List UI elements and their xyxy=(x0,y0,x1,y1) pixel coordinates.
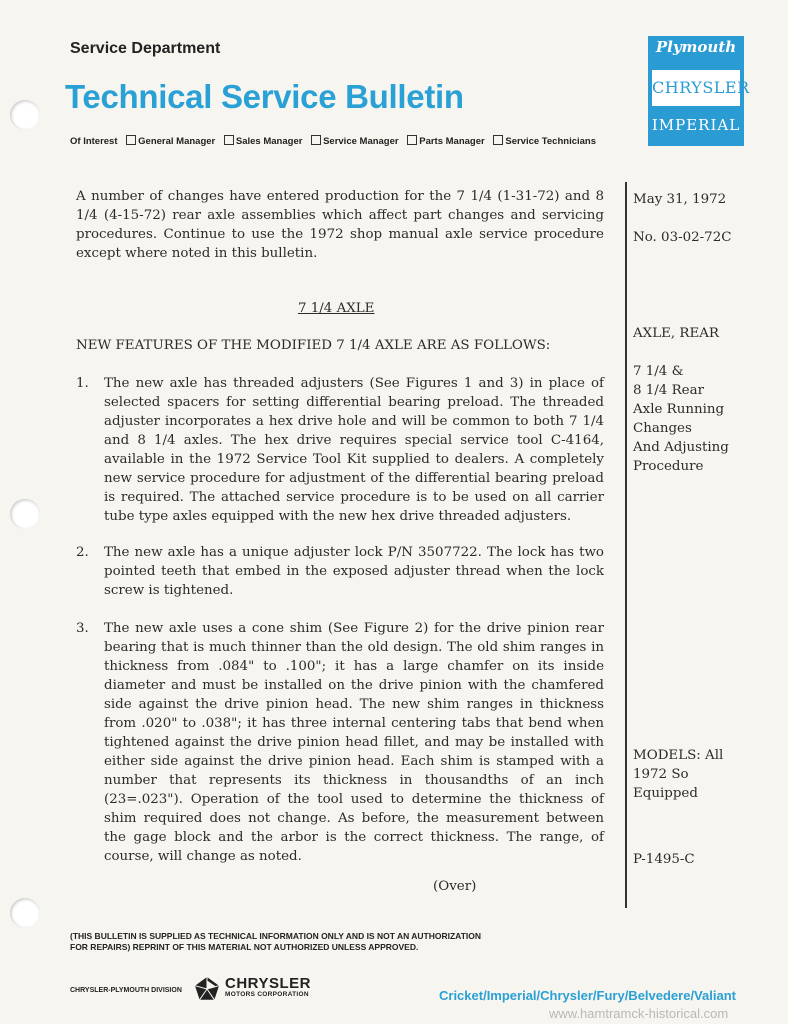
binder-hole-top xyxy=(10,100,40,130)
checkbox-sales-manager xyxy=(224,135,234,145)
interest-label: Of Interest xyxy=(70,136,118,147)
bulletin-models xyxy=(633,746,723,803)
checkbox-service-technicians xyxy=(493,135,503,145)
interest-option: Parts Manager xyxy=(419,136,485,147)
bulletin-number: No. 03-02-72C xyxy=(633,230,732,245)
interest-option: Sales Manager xyxy=(235,136,303,147)
topic-line: Procedure xyxy=(633,459,704,474)
item-text: The new axle has a unique adjuster lock P/N 3507722. The lock has two pointed teeth that embed in the exposed adjuster thread when the lock screw is tightened. xyxy=(104,545,604,598)
division-label: CHRYSLER-PLYMOUTH DIVISION xyxy=(70,987,182,994)
models-line: Equipped xyxy=(633,786,698,801)
checkbox-parts-manager xyxy=(407,135,417,145)
corp-name: CHRYSLER xyxy=(225,975,311,992)
form-number: P-1495-C xyxy=(633,852,695,867)
item-text: The new axle has threaded adjusters (See Figures 1 and 3) in place of selected spacers for setting differential bearing preload. The threaded adjuster incorporates a hex drive hole and will be common to both 7 1/4 and 8 1/4 axles. The hex drive requires special service tool C-4164, available in the 1972 Service Tool Kit supplied to dealers. A completely new service procedure for adjustment of the differential bearing preload is required. The attached service procedure is to be used on all carrier tube type axles equipped with the new hex drive threaded adjusters. xyxy=(104,376,604,524)
item-text: The new axle uses a cone shim (See Figure 2) for the drive pinion rear bearing that is much thinner than the old design. The old shim ranges in thickness from .084" to .100"; it has a large chamfer on its inside diameter and must be installed on the drive pinion with the chamfered side against the drive pinion head. The new shim ranges in thickness from .020" to .038"; it has three internal centering tabs that bend when tightened against the drive pinion head fillet, and may be installed with either side against the drive pinion head. Each shim is stamped with a number that represents its thickness in thousandths of an inch (23=.023"). Operation of the tool used to determine the thickness of shim required does not change. As before, the measurement between the gage block and the arbor is the correct thickness. The range, of course, will change as noted. xyxy=(104,621,604,864)
models-line: 1972 So xyxy=(633,767,689,782)
intro-paragraph xyxy=(76,187,604,263)
topic-line: 8 1/4 Rear xyxy=(633,383,704,398)
binder-hole-bottom xyxy=(10,898,40,928)
item-number: 3. xyxy=(76,621,89,636)
section-heading: 7 1/4 AXLE xyxy=(298,301,375,316)
bulletin-subject: AXLE, REAR xyxy=(633,326,719,341)
topic-line: Axle Running xyxy=(633,402,725,417)
page-title: Technical Service Bulletin xyxy=(65,78,464,115)
disclaimer-line: FOR REPAIRS) REPRINT OF THIS MATERIAL NOT AUTHORIZED UNLESS APPROVED. xyxy=(70,942,419,952)
topic-line: 7 1/4 & xyxy=(633,364,684,379)
topic-line: And Adjusting xyxy=(633,440,729,455)
disclaimer xyxy=(70,931,481,953)
checkbox-general-manager xyxy=(126,135,136,145)
interest-option: General Manager xyxy=(138,136,216,147)
item-number: 2. xyxy=(76,545,89,560)
brand-plymouth: Plymouth xyxy=(655,38,737,56)
corporation-logo xyxy=(225,976,311,999)
intro-text: A number of changes have entered production for the 7 1/4 (1-31-72) and 8 1/4 (4-15-72) rear axle assemblies which affect part changes and servicing procedures. Continue to use the 1972 shop manual axle service procedure except where noted in this bulletin. xyxy=(76,189,604,261)
watermark-url: www.hamtramck-historical.com xyxy=(549,1006,729,1021)
checkbox-service-manager xyxy=(311,135,321,145)
binder-hole-middle xyxy=(10,499,40,529)
disclaimer-line: (THIS BULLETIN IS SUPPLIED AS TECHNICAL INFORMATION ONLY AND IS NOT AN AUTHORIZATION xyxy=(70,931,481,941)
bulletin-topic xyxy=(633,362,729,476)
models-line: MODELS: All xyxy=(633,748,724,763)
brand-logo xyxy=(648,36,750,146)
pentastar-icon xyxy=(194,976,220,1002)
new-features-heading: NEW FEATURES OF THE MODIFIED 7 1/4 AXLE ARE AS FOLLOWS: xyxy=(76,338,551,353)
department-label: Service Department xyxy=(70,40,221,57)
models-footer: Cricket/Imperial/Chrysler/Fury/Belvedere/Valiant xyxy=(439,988,736,1003)
bulletin-date: May 31, 1972 xyxy=(633,192,727,207)
topic-line: Changes xyxy=(633,421,692,436)
item-number: 1. xyxy=(76,376,89,391)
interest-option: Service Technicians xyxy=(505,136,597,147)
over-note: (Over) xyxy=(433,879,477,894)
corp-sub: MOTORS CORPORATION xyxy=(225,991,309,998)
brand-imperial: IMPERIAL xyxy=(651,116,741,134)
brand-chrysler: CHRYSLER xyxy=(652,70,740,106)
interest-row xyxy=(70,135,596,147)
interest-option: Service Manager xyxy=(323,136,399,147)
column-divider xyxy=(625,182,627,908)
